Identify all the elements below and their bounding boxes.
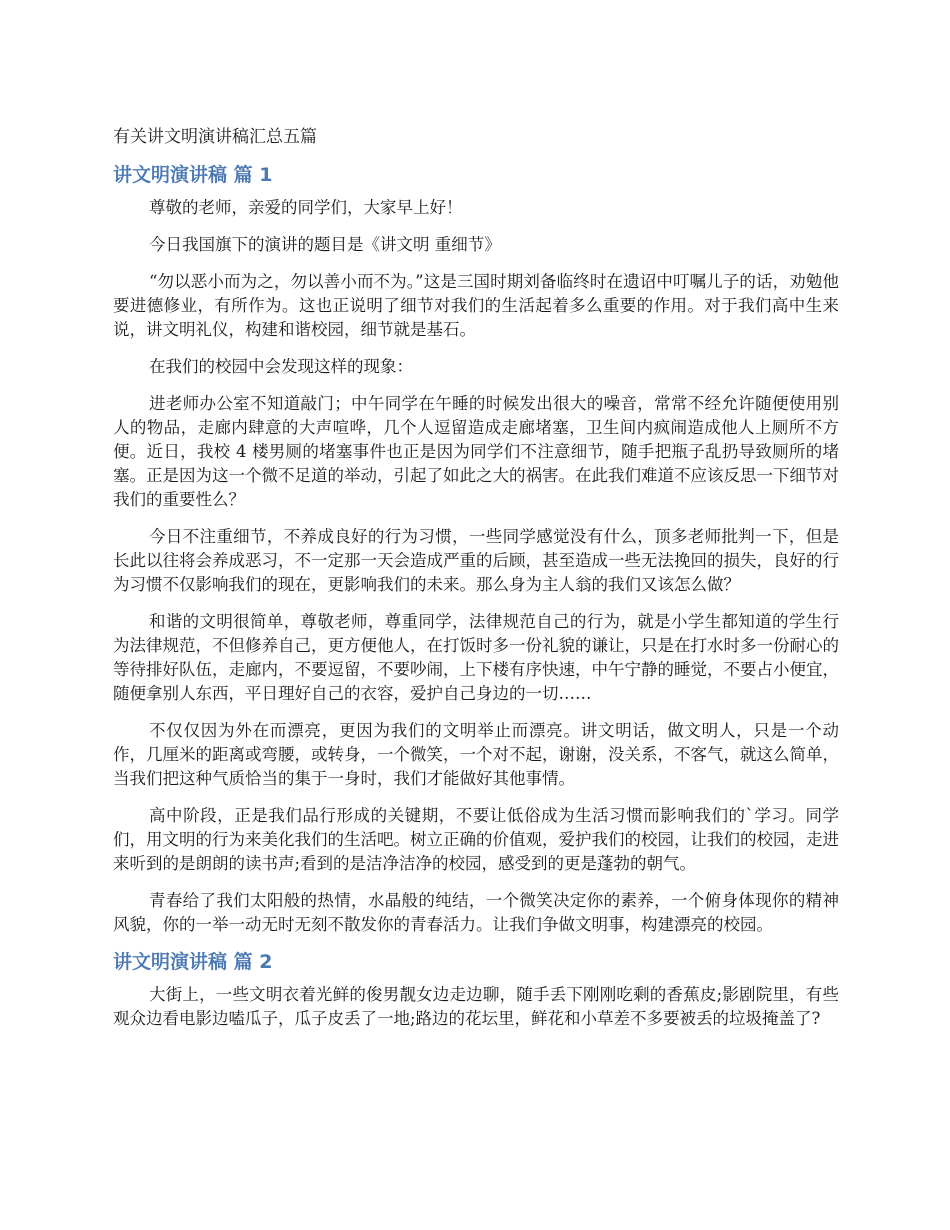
- paragraph: 青春给了我们太阳般的热情，水晶般的纯结，一个微笑决定你的素养，一个俯身体现你的精神风貌，你的一举一动无时无刻不散发你的青春活力。让我们争做文明事，构建漂亮的校园。: [113, 891, 839, 934]
- paragraph: 不仅仅因为外在而漂亮，更因为我们的文明举止而漂亮。讲文明话，做文明人，只是一个动作，几厘米的距离或弯腰，或转身，一个微笑，一个对不起，谢谢，没关系，不客气，就这么简单，当我们把这种气质恰当的集于一身时，我们才能做好其他事情。: [113, 721, 839, 788]
- paragraph: 和谐的文明很简单，尊敬老师，尊重同学，法律规范自己的行为，就是小学生都知道的学生行为法律规范，不但修养自己，更方便他人，在打饭时多一份礼貌的谦让，只是在打水时多一份耐心的等待排好队伍，走廊内，不要逗留，不要吵闹，上下楼有序快速，中午宁静的睡觉，不要占小便宜，随便拿别人东西，平日理好自己的衣容，爱护自己身边的一切……: [113, 612, 839, 703]
- paragraph: 尊敬的老师，亲爱的同学们，大家早上好！: [149, 198, 463, 217]
- section-heading: 讲文明演讲稿 篇 2: [113, 951, 273, 973]
- paragraph: 在我们的校园中会发现这样的现象：: [149, 357, 413, 376]
- section-heading: 讲文明演讲稿 篇 1: [113, 164, 273, 186]
- paragraph: 大街上，一些文明衣着光鲜的俊男靓女边走边聊，随手丢下刚刚吃剩的香蕉皮;影剧院里，有些观众边看电影边嗑瓜子，瓜子皮丢了一地;路边的花坛里，鲜花和小草差不多要被丢的垃圾掩盖了?: [113, 985, 839, 1028]
- paragraph: 进老师办公室不知道敲门；中午同学在午睡的时候发出很大的噪音，常常不经允许随便使用别人的物品，走廊内肆意的大声喧哗，几个人逗留造成走廊堵塞，卫生间内疯闹造成他人上厕所不方便。近日，我校 4 楼男厕的堵塞事件也正是因为同学们不注意细节，随手把瓶子乱扔导致厕所的堵塞。正是因为这一个微不足道的举动，引起了如此之大的祸害。在此我们难道不应该反思一下细节对我们的重要性么？: [113, 394, 839, 509]
- document-title: 有关讲文明演讲稿汇总五篇: [113, 127, 317, 147]
- paragraph: 今日不注重细节，不养成良好的行为习惯，一些同学感觉没有什么，顶多老师批判一下，但是长此以往将会养成恶习，不一定那一天会造成严重的后顾，甚至造成一些无法挽回的损失，良好的行为习惯不仅影响我们的现在，更影响我们的未来。那么身为主人翁的我们又该怎么做？: [113, 527, 839, 594]
- section-2: [113, 950, 839, 1031]
- paragraph: “勿以恶小而为之，勿以善小而不为。”这是三国时期刘备临终时在遗诏中叮嘱儿子的话，劝勉他要进德修业，有所作为。这也正说明了细节对我们的生活起着多么重要的作用。对于我们高中生来说，讲文明礼仪，构建和谐校园，细节就是基石。: [113, 272, 839, 339]
- section-1: [113, 163, 839, 937]
- paragraph: 高中阶段，正是我们品行形成的关键期，不要让低俗成为生活习惯而影响我们的`学习。同学们，用文明的行为来美化我们的生活吧。树立正确的价值观，爱护我们的校园，让我们的校园，走进来听到的是朗朗的读书声;看到的是洁净洁净的校园，感受到的更是蓬勃的朝气。: [113, 806, 839, 873]
- paragraph: 今日我国旗下的演讲的题目是《讲文明 重细节》: [149, 235, 501, 254]
- document-body: [113, 125, 839, 1044]
